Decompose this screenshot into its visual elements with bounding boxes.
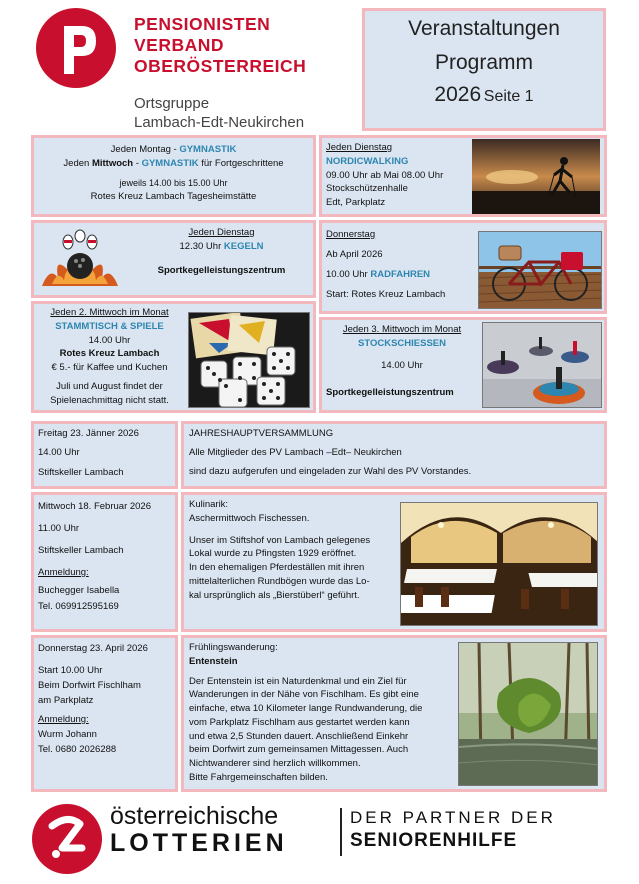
wander-reg-tel: Tel. 0680 2026288 (38, 744, 117, 755)
gym-place: Rotes Kreuz Lambach Tagesheimstätte (90, 190, 257, 202)
jhv-time: 14.00 Uhr (38, 446, 80, 458)
org-name-line2: VERBAND (134, 35, 225, 55)
kulinarik-info-box (31, 492, 178, 632)
gym-act2: GYMNASTIK (141, 157, 199, 169)
nordic-place1: Stockschützenhalle (326, 183, 408, 195)
jhv-date: Freitag 23. Jänner 2026 (38, 428, 139, 439)
wander-text5: und etwa 2,5 Stunden dauert. Anschließend Einkehr (189, 730, 409, 742)
p-logo-icon (36, 8, 116, 88)
wander-reg-label: Anmeldung: (38, 714, 89, 725)
wander-text6: beim Dorfwirt zum gemeinsamen Mittagessen. Auch (189, 744, 409, 756)
wanderung-text-box (181, 635, 607, 792)
wander-title: Frühlingswanderung: (189, 642, 278, 653)
stamm-day: Jeden 2. Mittwoch im Monat (50, 307, 169, 318)
gym-act1: GYMNASTIK (179, 144, 237, 155)
stock-time: 14.00 Uhr (381, 359, 423, 371)
wander-text8: Bitte Fahrgemeinschaften bilden. (189, 771, 328, 783)
rad-start: Start: Rotes Kreuz Lambach (326, 289, 446, 300)
jhv-line2: sind dazu aufgerufen und eingeladen zur Wahl des PV Vorstandes. (189, 465, 472, 477)
title-year: 2026 (434, 83, 482, 106)
stamm-time: 14.00 Uhr (88, 334, 131, 346)
kuli-subtitle: Aschermittwoch Fischessen. (189, 512, 310, 524)
stamm-note1: Juli und August findet der (56, 380, 163, 392)
kegeln-day: Jeden Dienstag (188, 227, 255, 238)
stockschiessen-box (319, 317, 607, 413)
kuli-time: 11.00 Uhr (38, 523, 80, 534)
wander-place1: Beim Dorfwirt Fischlham (38, 680, 141, 691)
jhv-title: JAHRESHAUPTVERSAMMLUNG (189, 428, 334, 439)
gym-time: jeweils 14.00 bis 15.00 Uhr (119, 177, 228, 188)
dice-game-image (188, 312, 310, 408)
kuli-place: Stiftskeller Lambach (38, 545, 124, 556)
branch-line2: Lambach-Edt-Neukirchen (134, 114, 305, 131)
title-line2: Programm (434, 51, 534, 74)
bicycle-image (478, 231, 602, 309)
stiftskeller-image (400, 502, 598, 626)
kegeln-box (31, 220, 316, 298)
lotterien-logo-icon (32, 804, 102, 874)
org-name-line3: OBERÖSTERREICH (134, 56, 307, 76)
kuli-text1: Unser im Stiftshof von Lambach gelegenes (189, 534, 371, 546)
kuli-text4: mittelalterlichen Rundbögen wurde das Lo- (189, 575, 370, 587)
eisstock-image (482, 322, 602, 408)
jhv-line1: Alle Mitglieder des PV Lambach –Edt– Neukirchen (189, 446, 402, 458)
wander-start: Start 10.00 Uhr (38, 665, 103, 676)
entenstein-image (458, 642, 598, 786)
brand-line1: österreichische (110, 802, 279, 830)
kegeln-act: KEGELN (223, 240, 264, 252)
kegeln-time: 12.30 Uhr (179, 240, 224, 252)
kegeln-place: Sportkegelleistungszentrum (157, 264, 286, 276)
wander-place2: am Parkplatz (38, 695, 94, 706)
kuli-date: Mittwoch 18. Februar 2026 (38, 501, 152, 512)
jhv-place: Stiftskeller Lambach (38, 466, 124, 478)
stamm-act: STAMMTISCH & SPIELE (55, 320, 164, 332)
gym-day2c: - (133, 157, 142, 169)
wanderung-info-box (31, 635, 178, 792)
org-name-line1: PENSIONISTEN (134, 14, 271, 34)
stock-act: STOCKSCHIESSEN (358, 337, 446, 349)
nordicwalking-box (319, 135, 607, 217)
wander-subtitle: Entenstein (189, 655, 238, 667)
tag-line2: SENIORENHILFE (350, 830, 518, 851)
nordic-act: NORDICWALKING (326, 155, 409, 167)
jhv-info-box (31, 421, 178, 489)
kuli-reg-name: Buchegger Isabella (38, 585, 120, 596)
stock-day: Jeden 3. Mittwoch im Monat (342, 324, 462, 335)
gym-day2b: Mittwoch (91, 157, 134, 169)
wander-text1: Der Entenstein ist ein Naturdenkmal und ein Ziel für (189, 675, 407, 687)
rad-day: Donnerstag (326, 229, 376, 240)
jhv-text-box (181, 421, 607, 489)
kuli-text5: kal ursprünglich als „Bierstüberl“ geführt. (189, 589, 360, 601)
wander-reg-name: Wurm Johann (38, 729, 97, 740)
stamm-price: € 5.- für Kaffee und Kuchen (51, 362, 168, 374)
radfahren-box (319, 220, 607, 314)
kuli-reg-label: Anmeldung: (38, 567, 89, 578)
rad-from: Ab April 2026 (326, 249, 383, 260)
kulinarik-text-box (181, 492, 607, 632)
gym-rest2: für Fortgeschrittene (198, 157, 284, 169)
gym-day2a: Jeden (63, 157, 92, 169)
branch-line1: Ortsgruppe (134, 95, 210, 112)
gym-day1: Jeden Montag - (110, 144, 180, 155)
footer-divider (340, 808, 342, 856)
kuli-text3: In den ehemaligen Pferdeställen mit ihren (189, 562, 365, 574)
brand-line2: LOTTERIEN (110, 829, 288, 857)
nordic-day: Jeden Dienstag (326, 142, 393, 153)
stamm-note2: Spielenachmittag nicht statt. (50, 394, 169, 406)
nordic-time: 09.00 Uhr ab Mai 08.00 Uhr (326, 169, 444, 181)
nordic-place2: Edt, Parkplatz (326, 197, 386, 209)
gymnastik-box (31, 135, 316, 217)
stamm-place: Rotes Kreuz Lambach (59, 348, 160, 360)
wander-text7: Nichtwanderer sind herzlich willkommen. (189, 758, 361, 770)
title-line1: Veranstaltungen (408, 17, 560, 40)
wander-text4: vom Parkplatz Fischlham aus gestartet werden kann (189, 716, 410, 728)
bowling-icon (38, 226, 122, 292)
rad-time: 10.00 Uhr (326, 269, 371, 280)
stock-place: Sportkegelleistungszentrum (326, 387, 454, 399)
title-box (362, 8, 606, 131)
kuli-reg-tel: Tel. 069912595169 (38, 601, 119, 612)
stammtisch-box (31, 301, 316, 413)
kuli-title: Kulinarik: (189, 499, 229, 510)
nordicwalking-image (472, 139, 600, 214)
tag-line1: DER PARTNER DER (350, 808, 556, 827)
wander-text2: Wanderungen in der Nähe von Fischlham. Es gibt eine (189, 689, 419, 701)
title-page: Seite 1 (483, 88, 534, 105)
footer (0, 800, 639, 884)
wander-date: Donnerstag 23. April 2026 (38, 643, 148, 654)
wander-text3: einfache, etwa 10 Kilometer lange Rundwanderung, die (189, 703, 423, 715)
rad-act: RADFAHREN (370, 269, 431, 280)
kuli-text2: Lokal wurde zu Pfingsten 1929 eröffnet. (189, 548, 357, 560)
